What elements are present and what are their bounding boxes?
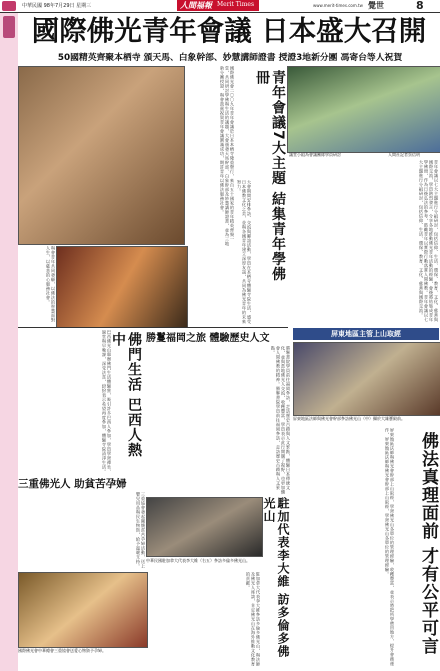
sanchong-caption: 國際佛光會中華總會三重協會送愛心物資予孕婦。 — [18, 648, 106, 653]
buddhist-life-body: 巴西佛光山舉辦佛門生活體驗營，吸引許多巴西人參加，學員學習禪坐、過堂與早晚課，深受法喜，紛紛表示希望再度參加，體驗寺院清淨生活。 — [102, 330, 112, 474]
pingtung-photo — [293, 342, 440, 416]
main-headline: 國際佛光青年會議 日本盛大召開 — [31, 15, 427, 47]
ambassador-headline: 駐加代表李大維 訪多倫多佛光山 — [262, 497, 290, 659]
section-name: 覺世 — [368, 1, 384, 10]
issue-date: 中華民國 98年7月29日 星期三 — [22, 3, 92, 9]
top-bar — [0, 0, 440, 12]
dharma-headline: 佛法真理面前 才有公平可言 — [418, 432, 438, 655]
ambassador-body: 駐加拿大代表李大維參訪多倫多佛光山，與法師及佛光人座談，肯定佛光山在海外推動文化教育的貢獻。 — [246, 572, 261, 667]
sanchong-headline: 三重佛光人 助貧苦孕婦 — [18, 478, 127, 490]
journey-body: 勝鬘書院學員前往福岡參訪，走訪歷史古蹟與人文景點，體驗日本傳統文化，並與當地佛光人交流，收穫豐富，學員表示此行開闊了視野，也更加體會人間佛教的精神。勝鬘書院學員前往福岡參訪，走訪歷史古蹟與人文景點。 — [271, 346, 291, 495]
sidebar-logo-icon — [3, 16, 15, 38]
youth-topics-body: 青年會議以七大主題進行分組研討，包括信仰、生活、環保、教育、文化、慈善與國際交流，學員熱烈發言，分享各地推動佛光青年活動的經驗，會後將結集成青年學佛冊，作為日後弘法的參考，鼓勵青年以實際行動落實人間佛教。青年會議以七大主題進行分組研討，包括信仰、生活、環保、教育、文化、慈善與國際交流。 — [419, 160, 439, 322]
meeting-photo-caption: 議堂小組為會議團隊學員研討 — [289, 152, 341, 157]
page-number: 8 — [416, 0, 424, 12]
sub-headline: 50國精英齊聚本栖寺 頒天馬、白象幹部、妙慧講師證書 授證3地新分團 馮寄台等人祝賀 — [57, 53, 403, 63]
sanchong-body: 三重協會發起關懷貧苦孕婦活動，送上嬰兒用品與民生物資，給予溫暖支持。 — [136, 492, 146, 569]
meeting-photo — [287, 66, 440, 153]
main-article-body: 國際佛光會二〇〇九年青年會議於日本本栖寺隆重舉行，來自五十國家的青年精英齊聚一堂，共同研討學佛與生活的議題，大會頒發天馬幹部、白象幹部及妙慧講師證書，並為三地新分團授證，與會貴賓祝賀青年會議圓滿成功，期許青年以佛法服務社會。 — [220, 66, 235, 246]
left-article-body: 與會青年共同發願，以佛法的智慧面對人生，以慈悲的心服務社會。 — [46, 246, 56, 323]
logo-chinese: 人間福報 — [180, 0, 212, 10]
meeting-photo-credit: 人間社記者蔡信明 — [388, 152, 420, 157]
pingtung-caption: 屏東地區法師與佛光會幹部參訪佛光山（中）攝於大雄寶殿前。 — [293, 416, 405, 421]
logo-english: Merit Times — [217, 1, 255, 8]
journey-headline: 勝鬘福岡之旅 體驗歷史人文 — [146, 333, 270, 344]
logo-block — [177, 0, 259, 11]
site-url: www.merit-times.com.tw — [313, 3, 363, 8]
sanchong-photo — [18, 572, 148, 648]
group-photo — [56, 246, 188, 328]
main-photo — [18, 66, 185, 245]
center-article-body: 大會期間安排參訪、交流與聯誼活動，學員在本栖寺體驗寺院生活，感受日本佛教文化之美，並與各國青年建立深厚友誼，共同為佛光青年的未來努力。 — [237, 180, 252, 324]
left-sidebar-strip — [0, 13, 18, 671]
ambassador-photo — [146, 497, 263, 557]
pingtung-box-header: 屏東地區主管上山取經 — [293, 328, 439, 340]
pingtung-body: 屏東地區法師與佛光會幹部上山取經，學習佛光山各單位的管理經驗，收穫豐富，並表示將把所學帶回地方，提升會務運作，屏東地區法師與佛光會幹部上山取經，學習佛光山各單位的管理經驗。 — [385, 428, 395, 666]
mid-rule — [18, 327, 288, 328]
buddhist-life-headline: 佛門生活 巴西人熱中 — [110, 332, 142, 458]
left-emblem-icon — [2, 1, 16, 11]
youth-topics-headline: 青年會議7大主題 結集青年學佛冊 — [254, 70, 286, 282]
ambassador-caption: 中華民國駐加拿大代表李大維（右五）參訪多倫多佛光山。 — [146, 558, 250, 563]
